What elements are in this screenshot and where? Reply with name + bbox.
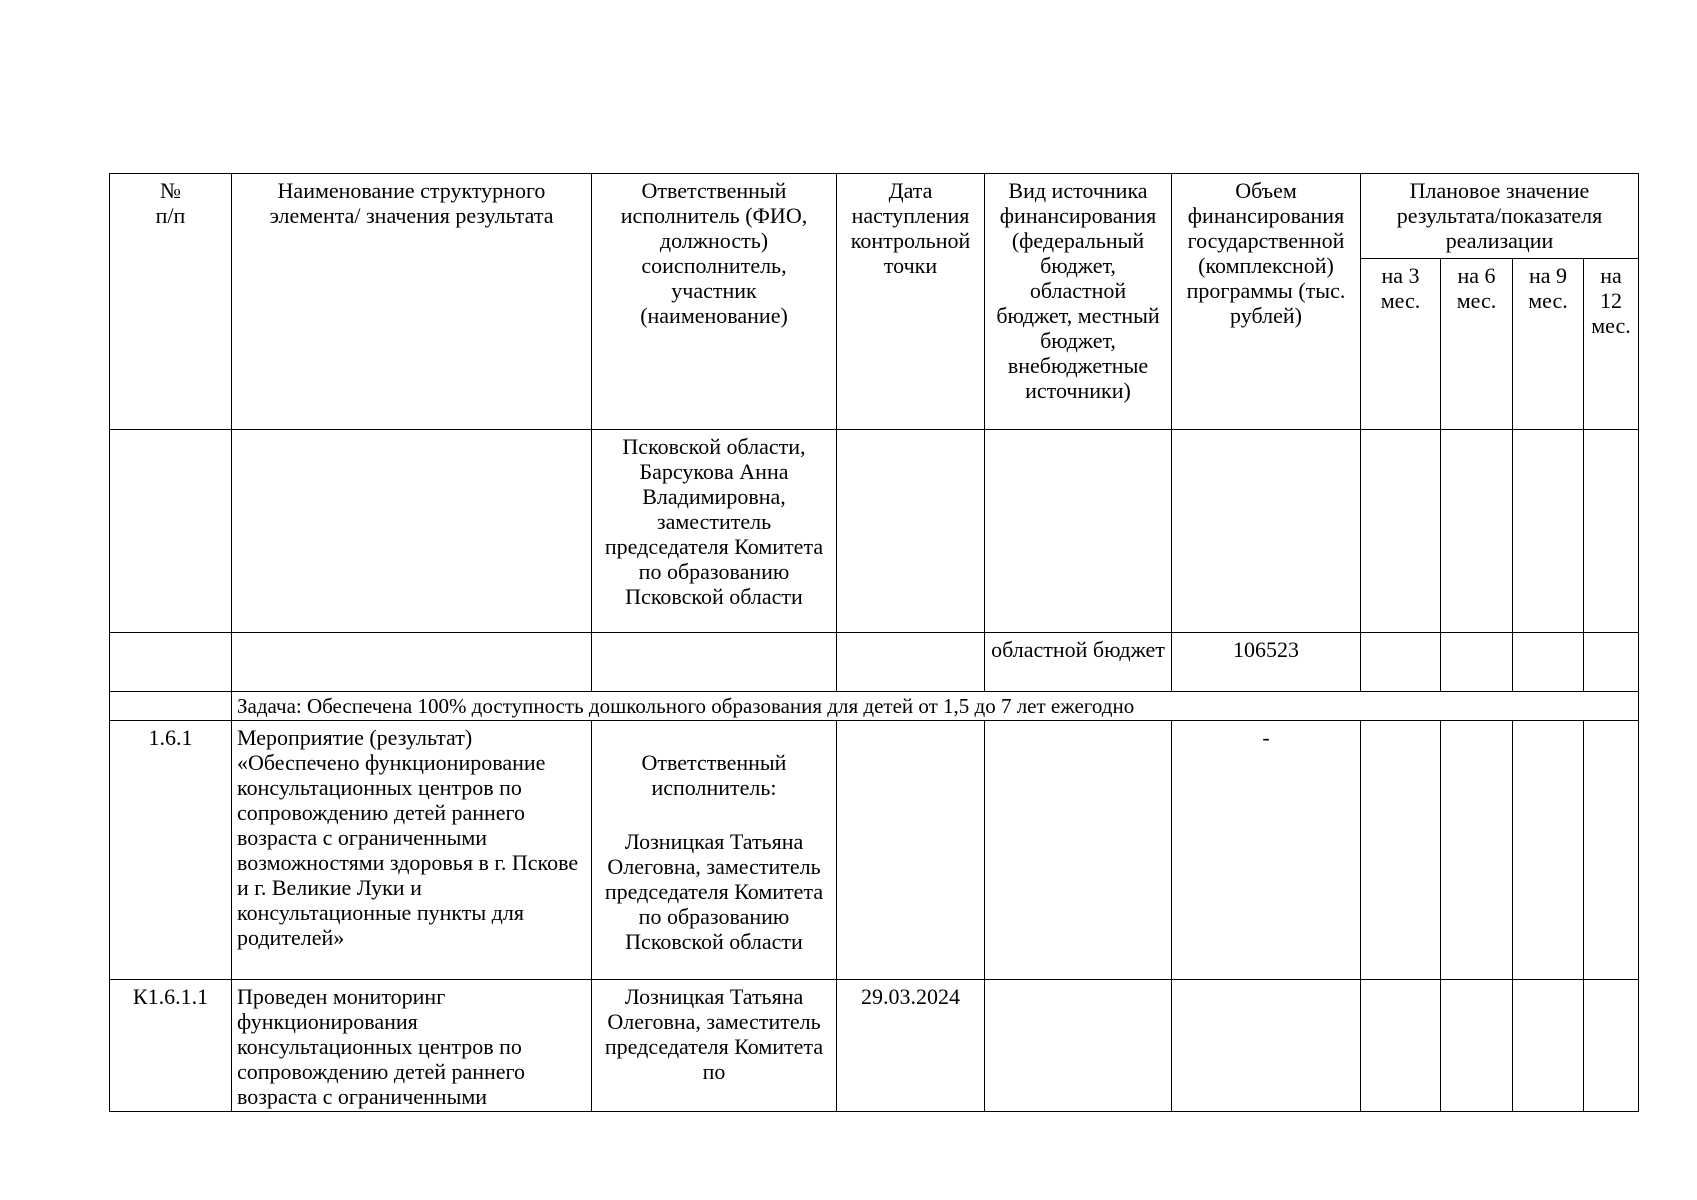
cell-empty (1172, 430, 1361, 633)
header-m3: на 3 мес. (1361, 259, 1441, 430)
cell-empty (1361, 721, 1441, 980)
cell-empty (1513, 633, 1584, 692)
cell-empty (837, 721, 985, 980)
cell-volume: - (1172, 721, 1361, 980)
cell-responsible: Псковской области, Барсукова Анна Владимировна, заместитель председателя Комитета по образованию Псковской области (592, 430, 837, 633)
table-row (110, 721, 1639, 980)
cell-empty (1513, 980, 1584, 1112)
table-row (110, 980, 1639, 1112)
cell-empty (837, 430, 985, 633)
cell-empty (1513, 721, 1584, 980)
header-responsible: Ответственный исполнитель (ФИО, должность) соисполнитель, участник (наименование) (592, 174, 837, 430)
table-row (110, 430, 1639, 633)
cell-empty (110, 430, 232, 633)
cell-empty (110, 692, 232, 721)
cell-empty (1361, 633, 1441, 692)
header-volume: Объем финансирования государственной (комплексной) программы (тыс. рублей) (1172, 174, 1361, 430)
cell-responsible: Лозницкая Татьяна Олеговна, заместитель председателя Комитета по (592, 980, 837, 1112)
cell-empty (592, 633, 837, 692)
header-m6: на 6 мес. (1441, 259, 1513, 430)
cell-source: областной бюджет (985, 633, 1172, 692)
cell-empty (232, 633, 592, 692)
table-row (110, 633, 1639, 692)
responsible-label: Ответственный исполнитель: (641, 750, 787, 800)
header-row (110, 174, 1639, 259)
cell-empty (1584, 980, 1639, 1112)
header-name: Наименование структурного элемента/ значения результата (232, 174, 592, 430)
cell-empty (985, 980, 1172, 1112)
cell-empty (1441, 430, 1513, 633)
cell-empty (1441, 721, 1513, 980)
cell-empty (985, 430, 1172, 633)
header-num: № п/п (110, 174, 232, 430)
cell-responsible (592, 721, 837, 980)
cell-empty (1513, 430, 1584, 633)
cell-num: 1.6.1 (110, 721, 232, 980)
cell-num: К1.6.1.1 (110, 980, 232, 1112)
cell-empty (1584, 633, 1639, 692)
header-date: Дата наступления контрольной точки (837, 174, 985, 430)
cell-empty (1172, 980, 1361, 1112)
cell-empty (232, 430, 592, 633)
cell-name: Мероприятие (результат) «Обеспечено функционирование консультационных центров по сопровождению детей раннего возраста с ограниченными возможностями здоровья в г. Пскове и г. Великие Луки и консультационные пункты для родителей» (232, 721, 592, 980)
task-row (110, 692, 1639, 721)
header-planned: Плановое значение результата/показателя реализации (1361, 174, 1639, 259)
cell-date: 29.03.2024 (837, 980, 985, 1112)
cell-empty (1584, 721, 1639, 980)
plan-table (109, 173, 1639, 1112)
cell-empty (110, 633, 232, 692)
header-m9: на 9 мес. (1513, 259, 1584, 430)
cell-empty (1441, 980, 1513, 1112)
cell-empty (1361, 430, 1441, 633)
responsible-person: Лозницкая Татьяна Олеговна, заместитель председателя Комитета по образованию Псковской области (604, 829, 824, 954)
cell-empty (1584, 430, 1639, 633)
header-m12: на 12 мес. (1584, 259, 1639, 430)
task-text: Задача: Обеспечена 100% доступность дошкольного образования для детей от 1,5 до 7 лет ежегодно (232, 692, 1639, 721)
cell-empty (1441, 633, 1513, 692)
cell-volume: 106523 (1172, 633, 1361, 692)
cell-empty (985, 721, 1172, 980)
cell-empty (837, 633, 985, 692)
cell-name: Проведен мониторинг функционирования консультационных центров по сопровождению детей раннего возраста с ограниченными (232, 980, 592, 1112)
cell-empty (1361, 980, 1441, 1112)
header-source: Вид источника финансирования (федеральный бюджет, областной бюджет, местный бюджет, внебюджетные источники) (985, 174, 1172, 430)
